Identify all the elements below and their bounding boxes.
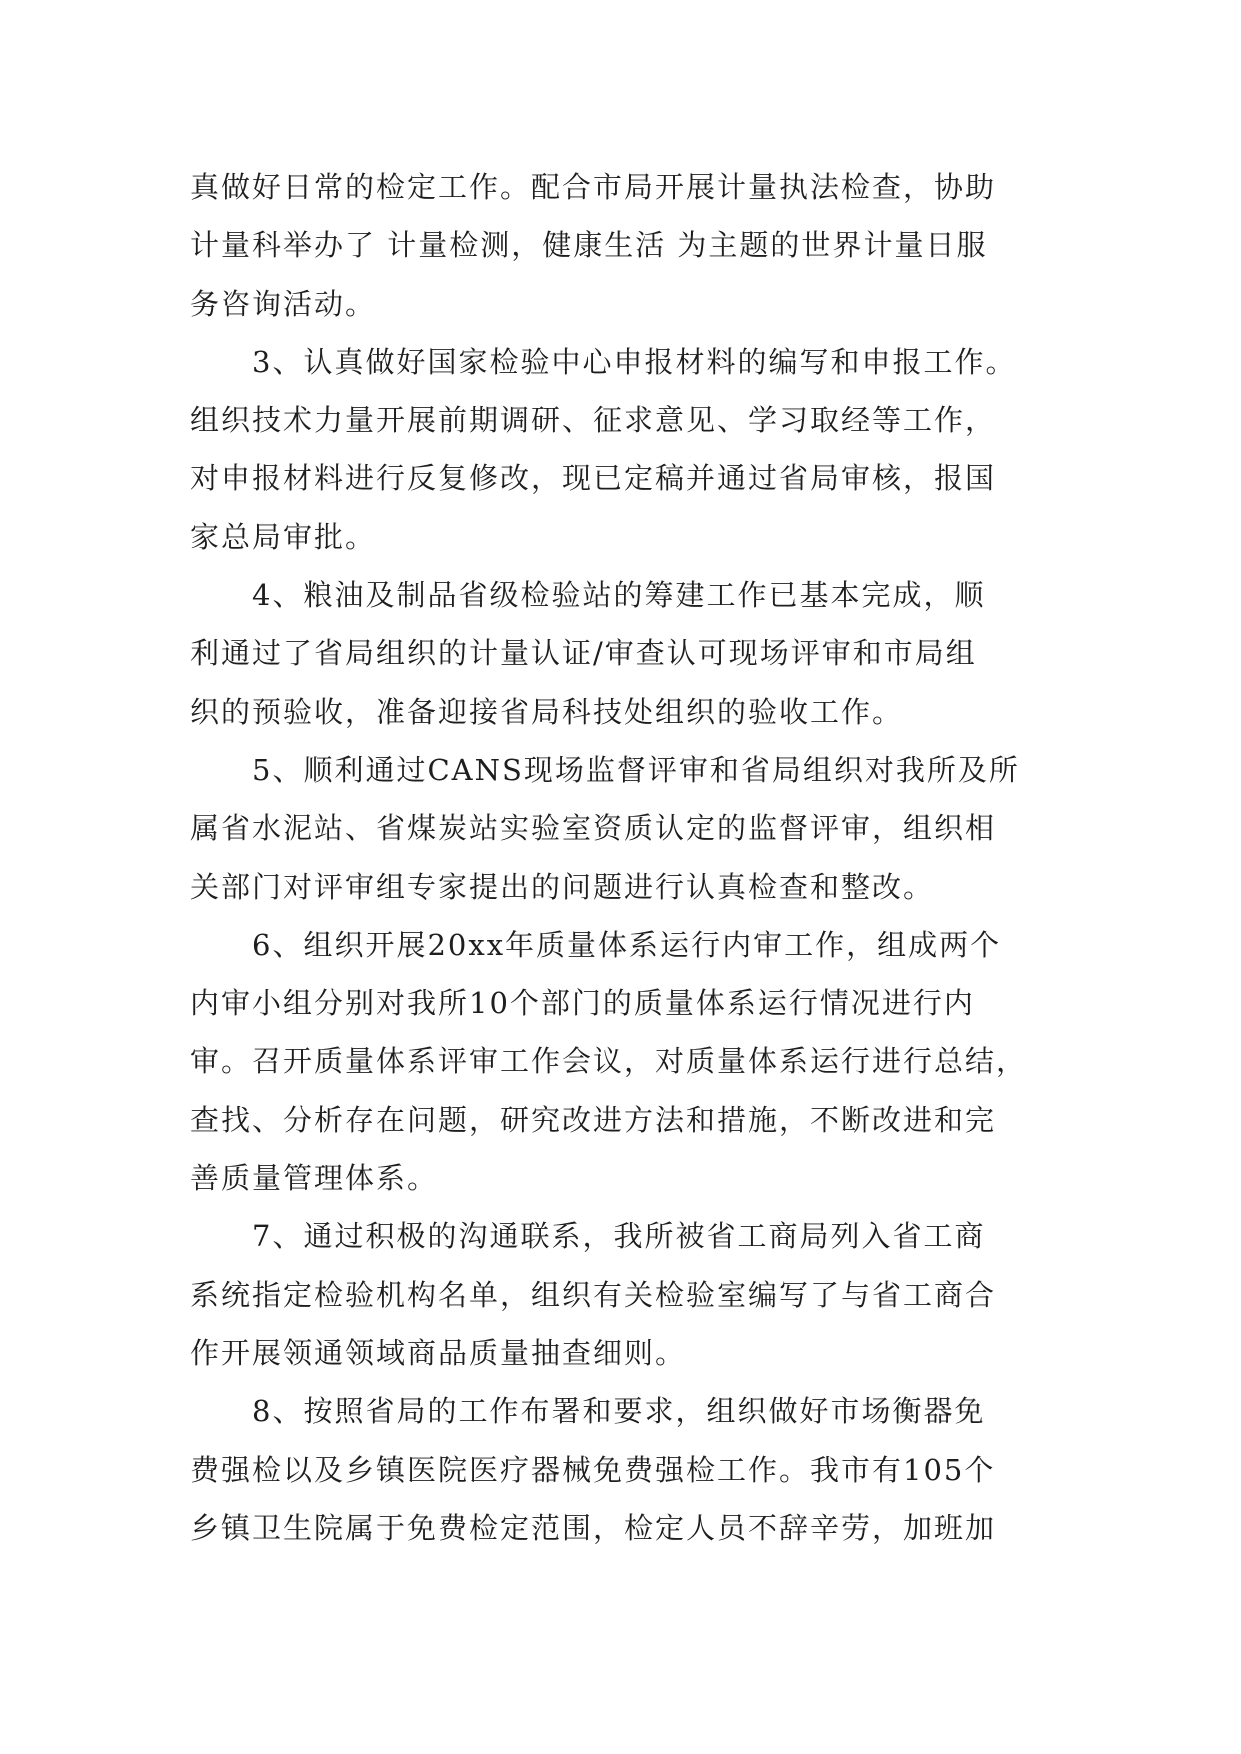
paragraph-start-line: 7、通过积极的沟通联系，我所被省工商局列入省工商	[252, 1219, 986, 1254]
paragraph-start-line: 5、顺利通过CANS现场监督评审和省局组织对我所及所	[252, 752, 1020, 787]
text-line: 费强检以及乡镇医院医疗器械免费强检工作。我市有105个	[190, 1452, 996, 1487]
text-line: 系统指定检验机构名单，组织有关检验室编写了与省工商合	[190, 1277, 997, 1312]
paragraph-start-line: 6、组织开展20xx年质量体系运行内审工作，组成两个	[252, 927, 1002, 962]
paragraph-start-line: 4、粮油及制品省级检验站的筹建工作已基本完成，顺	[252, 578, 986, 613]
text-line: 属省水泥站、省煤炭站实验室资质认定的监督评审，组织相	[190, 811, 997, 846]
text-line: 家总局审批。	[190, 519, 377, 554]
text-line: 务咨询活动。	[190, 286, 377, 321]
text-line: 善质量管理体系。	[190, 1161, 439, 1196]
text-line: 关部门对评审组专家提出的问题进行认真检查和整改。	[190, 869, 935, 904]
paragraph-start-line: 8、按照省局的工作布署和要求，组织做好市场衡器免	[252, 1394, 986, 1429]
document-body	[190, 158, 1060, 1557]
text-line: 作开展领通领域商品质量抽查细则。	[190, 1335, 687, 1370]
text-line: 对申报材料进行反复修改，现已定稿并通过省局审核，报国	[190, 461, 997, 496]
text-line: 审。召开质量体系评审工作会议，对质量体系运行进行总结，	[190, 1044, 1028, 1079]
text-line: 织的预验收，准备迎接省局科技处组织的验收工作。	[190, 694, 904, 729]
text-line: 乡镇卫生院属于免费检定范围，检定人员不辞辛劳，加班加	[190, 1510, 997, 1545]
text-line: 组织技术力量开展前期调研、征求意见、学习取经等工作，	[190, 403, 997, 438]
text-line: 查找、分析存在问题，研究改进方法和措施，不断改进和完	[190, 1102, 997, 1137]
text-line: 内审小组分别对我所10个部门的质量体系运行情况进行内	[190, 986, 975, 1021]
paragraph-start-line: 3、认真做好国家检验中心申报材料的编写和申报工作。	[252, 344, 1017, 379]
text-line: 利通过了省局组织的计量认证/审查认可现场评审和市局组	[190, 636, 977, 671]
text-line: 真做好日常的检定工作。配合市局开展计量执法检查，协助	[190, 170, 997, 204]
text-line: 计量科举办了 计量检测，健康生活 为主题的世界计量日服	[190, 228, 988, 263]
